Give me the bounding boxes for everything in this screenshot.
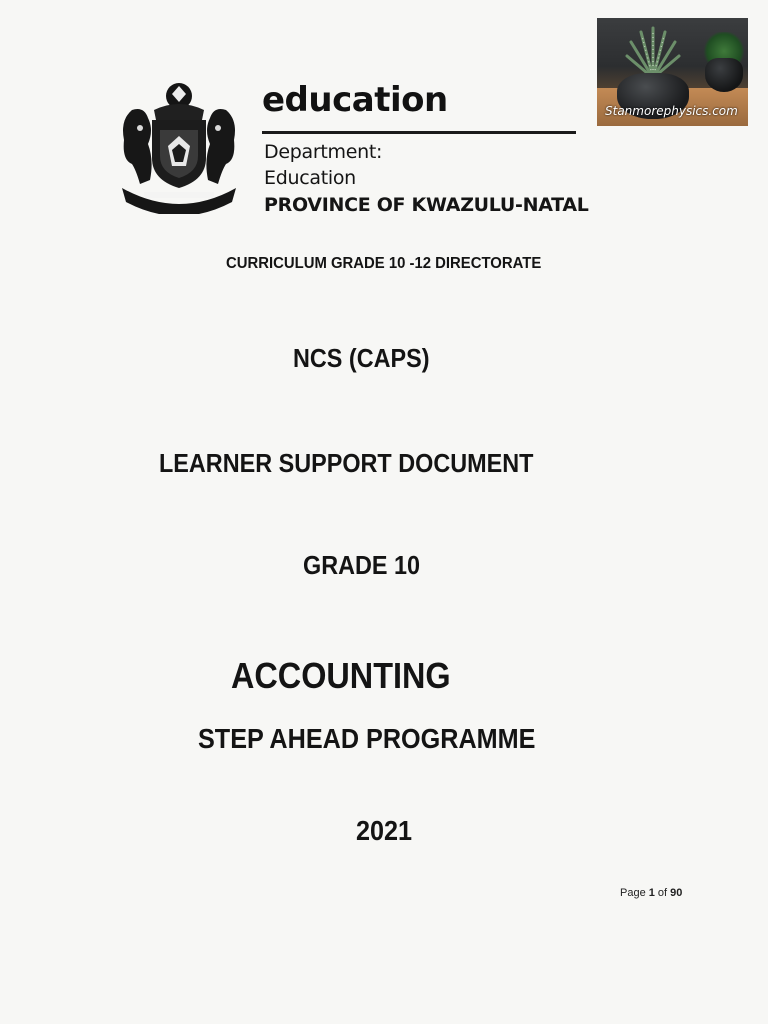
province-name: PROVINCE OF KWAZULU-NATAL [264,194,589,216]
department-label: Department: [264,141,383,163]
page-prefix: Page [620,887,649,899]
succulent-leaves-icon [625,24,681,80]
page-of: of [654,887,671,899]
education-wordmark: education [262,80,448,120]
page-total: 90 [670,887,683,899]
page-number [620,887,682,899]
grade-line: GRADE 10 [303,550,421,580]
curriculum-line: NCS (CAPS) [293,343,430,373]
photo-watermark: Stanmorephysics.com [605,104,738,118]
subject-title: ACCOUNTING [231,655,451,696]
year-line: 2021 [356,815,413,846]
page-current: 1 [648,887,655,899]
directorate-line: CURRICULUM GRADE 10 -12 DIRECTORATE [226,255,542,272]
plant-photo [597,18,748,126]
department-name: Education [264,167,356,189]
programme-line: STEP AHEAD PROGRAMME [198,723,536,754]
small-black-pot [705,58,743,92]
header-rule [262,131,576,134]
document-type-line: LEARNER SUPPORT DOCUMENT [159,448,534,478]
coat-of-arms-icon [114,80,244,214]
